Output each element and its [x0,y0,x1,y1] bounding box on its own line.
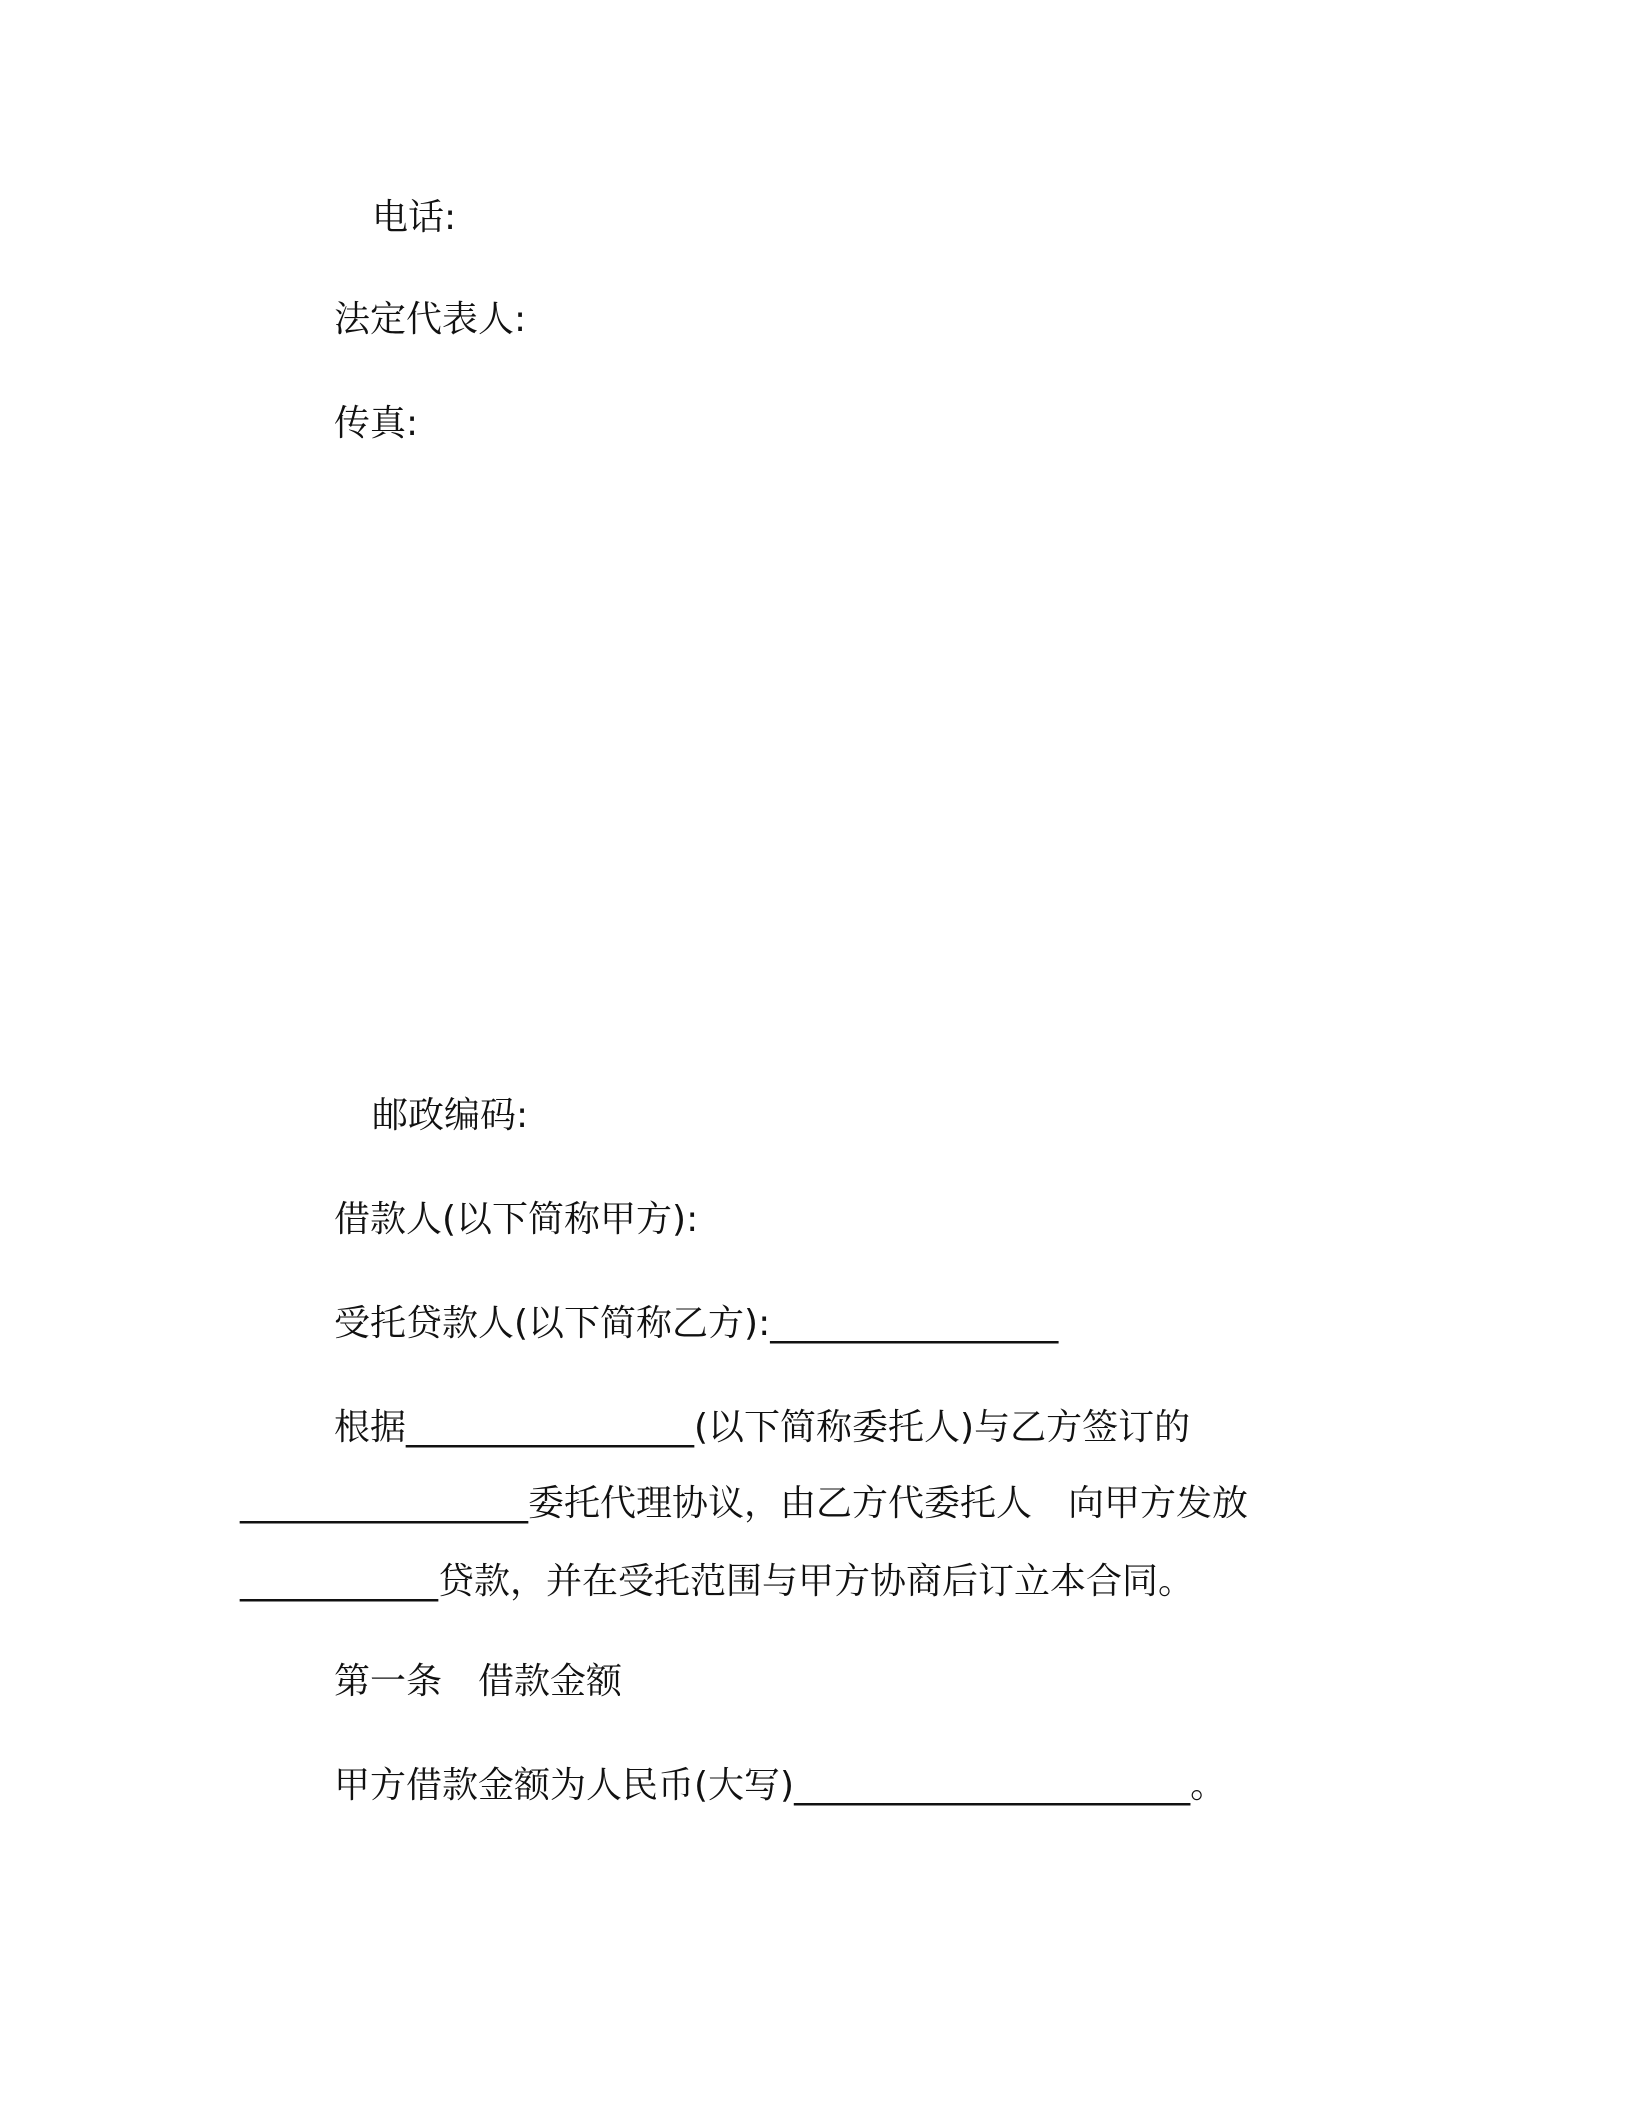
preamble-line-3: ___________贷款，并在受托范围与甲方协商后订立本合同。 [240,1561,1195,1602]
phone-label: 电话: [372,197,457,238]
fax-label: 传真: [334,403,419,444]
article-1-heading: 第一条 借款金额 [334,1661,623,1702]
postal-code-label: 邮政编码: [372,1095,529,1136]
lender-label: 受托贷款人(以下简称乙方):________________ [334,1303,1059,1344]
legal-representative-label: 法定代表人: [334,299,527,340]
preamble-line-2: ________________委托代理协议，由乙方代委托人 向甲方发放 [240,1483,1249,1524]
article-1-text: 甲方借款金额为人民币(大写)______________________。 [334,1765,1227,1806]
borrower-label: 借款人(以下简称甲方): [334,1199,699,1240]
preamble-line-1: 根据________________(以下简称委托人)与乙方签订的 [334,1407,1191,1448]
